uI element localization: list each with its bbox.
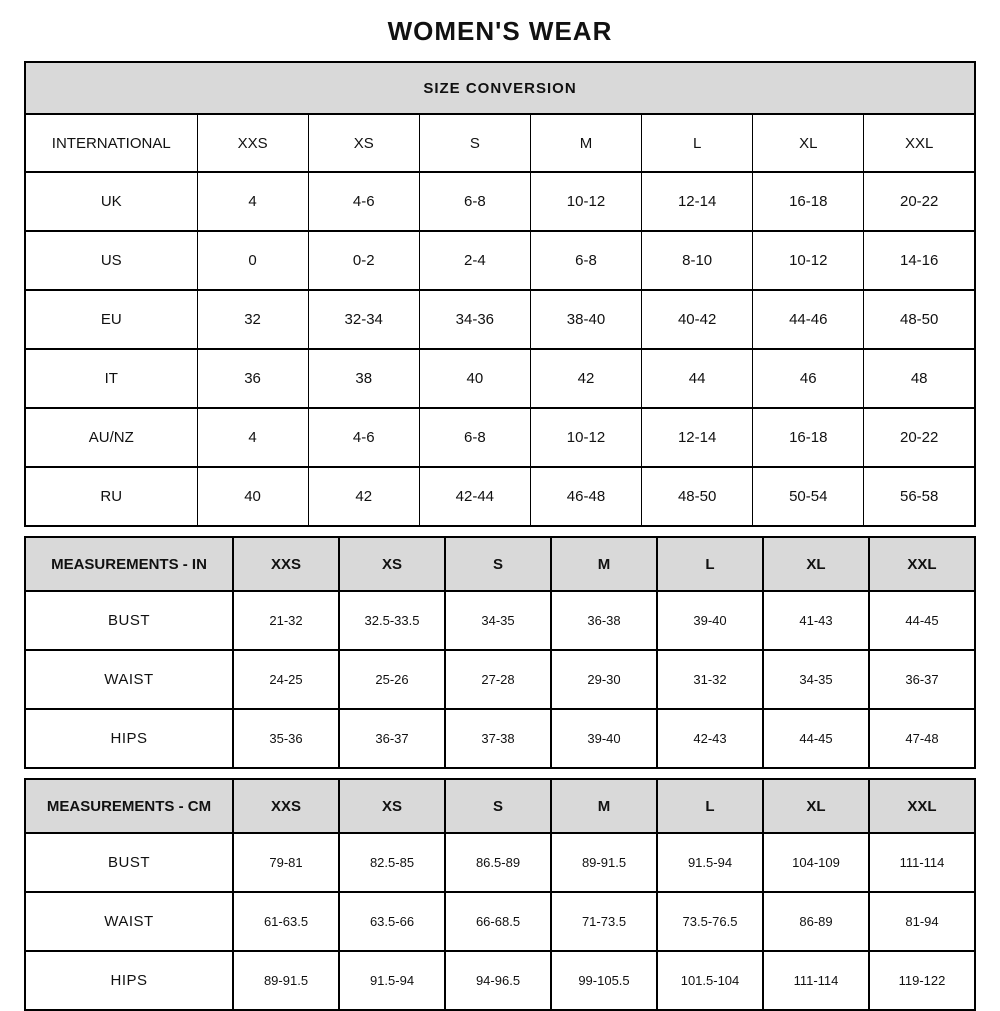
cell-value: 10-12 <box>530 172 641 231</box>
cell-value: 34-35 <box>445 591 551 650</box>
cell-value: 81-94 <box>869 892 975 951</box>
cell-value: 42 <box>308 467 419 526</box>
size-column-header: XS <box>339 779 445 833</box>
cell-value: 10-12 <box>530 408 641 467</box>
cell-value: 36 <box>197 349 308 408</box>
size-column-header: M <box>551 537 657 591</box>
table-row <box>25 408 975 467</box>
cell-value: 48 <box>864 349 975 408</box>
cell-value: 12-14 <box>642 408 753 467</box>
cell-value: 34-36 <box>419 290 530 349</box>
cell-value: 40 <box>197 467 308 526</box>
table-row <box>25 290 975 349</box>
cell-value: 38 <box>308 349 419 408</box>
size-column-header: M <box>530 114 641 172</box>
cell-value: 101.5-104 <box>657 951 763 1010</box>
size-conversion-title: SIZE CONVERSION <box>25 62 975 114</box>
cell-value: 6-8 <box>530 231 641 290</box>
cell-value: 42-44 <box>419 467 530 526</box>
cell-value: 91.5-94 <box>339 951 445 1010</box>
cell-value: 39-40 <box>657 591 763 650</box>
size-column-header: XXS <box>233 779 339 833</box>
cell-value: 61-63.5 <box>233 892 339 951</box>
page-title: WOMEN'S WEAR <box>387 16 613 46</box>
measurements-cm-table <box>24 778 976 1011</box>
cell-value: 34-35 <box>763 650 869 709</box>
size-column-header: XL <box>753 114 864 172</box>
cell-value: 89-91.5 <box>233 951 339 1010</box>
size-column-header: S <box>419 114 530 172</box>
size-column-header: L <box>657 779 763 833</box>
cell-value: 4 <box>197 172 308 231</box>
row-label: WAIST <box>25 650 233 709</box>
row-label: AU/NZ <box>25 408 197 467</box>
size-column-header: L <box>657 537 763 591</box>
cell-value: 10-12 <box>753 231 864 290</box>
size-column-header: XS <box>339 537 445 591</box>
cell-value: 0-2 <box>308 231 419 290</box>
table-row <box>25 650 975 709</box>
measurements-in-table <box>24 536 976 769</box>
cell-value: 41-43 <box>763 591 869 650</box>
row-label: WAIST <box>25 892 233 951</box>
table-row <box>25 892 975 951</box>
cell-value: 4 <box>197 408 308 467</box>
cell-value: 111-114 <box>763 951 869 1010</box>
cell-value: 46 <box>753 349 864 408</box>
cell-value: 20-22 <box>864 172 975 231</box>
cell-value: 91.5-94 <box>657 833 763 892</box>
cell-value: 16-18 <box>753 172 864 231</box>
cell-value: 56-58 <box>864 467 975 526</box>
cell-value: 111-114 <box>869 833 975 892</box>
size-column-header: XXL <box>869 537 975 591</box>
cell-value: 44-45 <box>869 591 975 650</box>
cell-value: 73.5-76.5 <box>657 892 763 951</box>
size-column-header: XXS <box>233 537 339 591</box>
cell-value: 50-54 <box>753 467 864 526</box>
cell-value: 44-45 <box>763 709 869 768</box>
cell-value: 27-28 <box>445 650 551 709</box>
table-header-label: MEASUREMENTS - IN <box>25 537 233 591</box>
table-header-label: INTERNATIONAL <box>25 114 197 172</box>
cell-value: 4-6 <box>308 408 419 467</box>
cell-value: 32 <box>197 290 308 349</box>
table-row <box>25 833 975 892</box>
size-column-header: XL <box>763 779 869 833</box>
cell-value: 0 <box>197 231 308 290</box>
cell-value: 94-96.5 <box>445 951 551 1010</box>
cell-value: 44 <box>642 349 753 408</box>
table-row <box>25 951 975 1010</box>
cell-value: 42 <box>530 349 641 408</box>
cell-value: 104-109 <box>763 833 869 892</box>
cell-value: 44-46 <box>753 290 864 349</box>
cell-value: 48-50 <box>864 290 975 349</box>
cell-value: 8-10 <box>642 231 753 290</box>
cell-value: 37-38 <box>445 709 551 768</box>
table-row <box>25 467 975 526</box>
row-label: BUST <box>25 591 233 650</box>
size-column-header: XL <box>763 537 869 591</box>
row-label: RU <box>25 467 197 526</box>
cell-value: 29-30 <box>551 650 657 709</box>
cell-value: 82.5-85 <box>339 833 445 892</box>
cell-value: 119-122 <box>869 951 975 1010</box>
row-label: HIPS <box>25 951 233 1010</box>
cell-value: 36-38 <box>551 591 657 650</box>
row-label: EU <box>25 290 197 349</box>
cell-value: 39-40 <box>551 709 657 768</box>
cell-value: 35-36 <box>233 709 339 768</box>
cell-value: 36-37 <box>339 709 445 768</box>
cell-value: 40-42 <box>642 290 753 349</box>
cell-value: 31-32 <box>657 650 763 709</box>
size-column-header: M <box>551 779 657 833</box>
row-label: IT <box>25 349 197 408</box>
table-row <box>25 591 975 650</box>
cell-value: 12-14 <box>642 172 753 231</box>
table-row <box>25 709 975 768</box>
size-column-header: XXL <box>869 779 975 833</box>
cell-value: 42-43 <box>657 709 763 768</box>
row-label: HIPS <box>25 709 233 768</box>
size-column-header: XXL <box>864 114 975 172</box>
size-column-header: S <box>445 779 551 833</box>
cell-value: 20-22 <box>864 408 975 467</box>
row-label: US <box>25 231 197 290</box>
size-column-header: S <box>445 537 551 591</box>
cell-value: 47-48 <box>869 709 975 768</box>
cell-value: 89-91.5 <box>551 833 657 892</box>
cell-value: 6-8 <box>419 408 530 467</box>
table-row <box>25 231 975 290</box>
size-conversion-table <box>24 61 976 527</box>
row-label: BUST <box>25 833 233 892</box>
cell-value: 4-6 <box>308 172 419 231</box>
cell-value: 71-73.5 <box>551 892 657 951</box>
size-column-header: XS <box>308 114 419 172</box>
cell-value: 32.5-33.5 <box>339 591 445 650</box>
table-header-label: MEASUREMENTS - CM <box>25 779 233 833</box>
cell-value: 86.5-89 <box>445 833 551 892</box>
cell-value: 6-8 <box>419 172 530 231</box>
cell-value: 14-16 <box>864 231 975 290</box>
cell-value: 32-34 <box>308 290 419 349</box>
cell-value: 40 <box>419 349 530 408</box>
cell-value: 79-81 <box>233 833 339 892</box>
table-row <box>25 349 975 408</box>
cell-value: 38-40 <box>530 290 641 349</box>
cell-value: 66-68.5 <box>445 892 551 951</box>
row-label: UK <box>25 172 197 231</box>
size-column-header: XXS <box>197 114 308 172</box>
cell-value: 25-26 <box>339 650 445 709</box>
cell-value: 63.5-66 <box>339 892 445 951</box>
cell-value: 36-37 <box>869 650 975 709</box>
cell-value: 2-4 <box>419 231 530 290</box>
cell-value: 24-25 <box>233 650 339 709</box>
cell-value: 16-18 <box>753 408 864 467</box>
cell-value: 21-32 <box>233 591 339 650</box>
cell-value: 48-50 <box>642 467 753 526</box>
cell-value: 86-89 <box>763 892 869 951</box>
cell-value: 99-105.5 <box>551 951 657 1010</box>
size-column-header: L <box>642 114 753 172</box>
cell-value: 46-48 <box>530 467 641 526</box>
table-row <box>25 172 975 231</box>
